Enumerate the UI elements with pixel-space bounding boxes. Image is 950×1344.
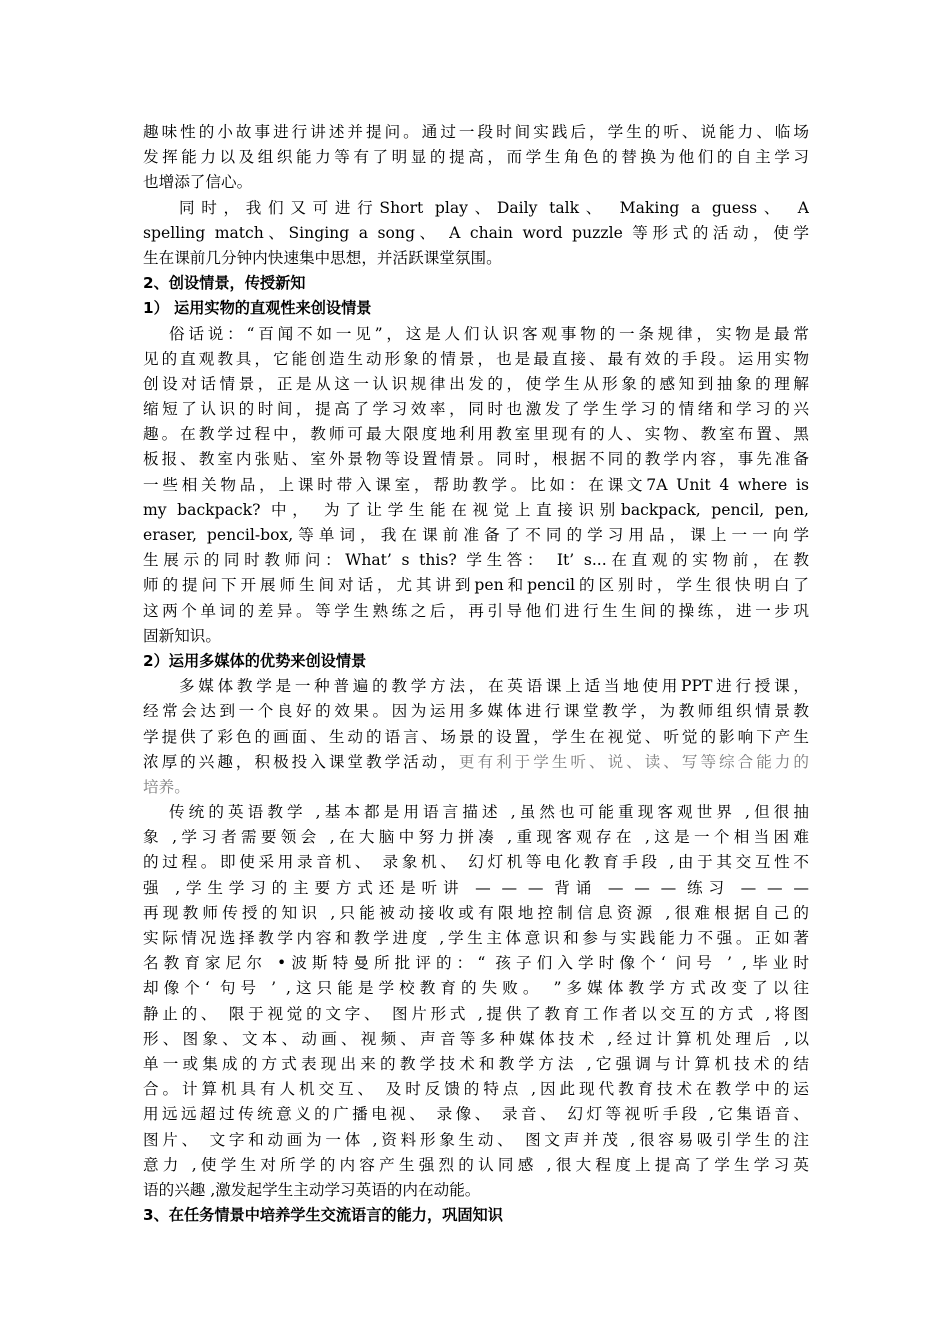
text-line: 多媒体教学是一种普遍的教学方法，在英语课上适当地使用PPT进行授课，	[179, 677, 809, 696]
text-line: 师的提问下开展师生间对话，尤其讲到pen和pencil的区别时，学生很快明白了	[143, 576, 809, 595]
text-line: 板报、教室内张贴、室外景物等设置情景。同时，根据不同的教学内容，事先准备	[143, 450, 809, 469]
text-line: 象 ,学习者需要领会 ,在大脑中努力拼凑 ,重现客观存在 ,这是一个相当困难	[143, 828, 809, 847]
text-line: 实际情况选择教学内容和教学进度 ,学生主体意识和参与实践能力不强。正如著	[143, 929, 809, 947]
text-line: 经常会达到一个良好的效果。因为运用多媒体进行课堂教学，为教师组织情景教	[143, 702, 809, 721]
paragraph-multimedia	[143, 674, 809, 800]
text-span: 浓厚的兴趣，积极投入课堂教学活动，	[143, 752, 459, 771]
text-line: 同时，我们又可进行Short play、Daily talk、 Making a guess、 A	[179, 198, 809, 217]
text-line: 培养。	[143, 777, 190, 796]
text-line: 创设对话情景，正是从这一认识规律出发的，使学生从形象的感知到抽象的理解	[143, 374, 809, 393]
text-line: 传统的英语教学 ,基本都是用语言描述 ,虽然也可能重现客观世界 ,但很抽	[169, 803, 809, 822]
text-line: 也增添了信心。	[143, 173, 253, 192]
text-line: 发挥能力以及组织能力等有了明显的提高，而学生角色的替换为他们的自主学习	[143, 148, 809, 167]
section-heading: 2、创设情景，传授新知	[143, 274, 306, 293]
text-line: 强 ,学生学习的主要方式还是听讲 — — — 背诵 — — — 练习 — — —	[143, 878, 809, 897]
text-line: 图片、 文字和动画为一体 ,资料形象生动、 图文声并茂 ,很容易吸引学生的注	[143, 1130, 809, 1149]
text-line: 这两个单词的差异。等学生熟练之后，再引导他们进行生生间的操练，进一步巩	[143, 601, 809, 620]
text-line: spelling match、Singing a song、 A chain word puzzle 等形式的活动，使学	[143, 223, 809, 242]
text-line: my backpack? 中， 为了让学生能在视觉上直接识别backpack, pencil, pen,	[143, 500, 809, 519]
text-line-mixed	[143, 750, 809, 775]
document-page	[143, 120, 809, 1228]
grey-text-span: 更有利于学生听、说、读、写等综合能力的	[458, 752, 809, 771]
text-line: 的过程。即使采用录音机、 录象机、 幻灯机等电化教育手段 ,由于其交互性不	[143, 853, 809, 872]
text-line: 却像个‘ 句号 ’ ,这只能是学校教育的失败。 ”多媒体教学方式改变了以往	[143, 979, 809, 998]
section-heading: 3、在任务情景中培养学生交流语言的能力，巩固知识	[143, 1206, 503, 1225]
text-line: 俗话说：“百闻不如一见”，这是人们认识客观事物的一条规律，实物是最常	[169, 324, 809, 343]
text-line: 名教育家尼尔 •波斯特曼所批评的：“ 孩子们入学时像个‘ 问号 ’ ,毕业时	[143, 954, 809, 973]
paragraph-intro	[143, 120, 809, 196]
text-line: 再现教师传授的知识 ,只能被动接收或有限地控制信息资源 ,很难根据自己的	[143, 903, 809, 922]
subsection-heading: 2）运用多媒体的优势来创设情景	[143, 651, 367, 670]
text-line: 趣味性的小故事进行讲述并提问。通过一段时间实践后，学生的听、说能力、临场	[143, 123, 809, 141]
text-line: 用远远超过传统意义的广播电视、 录像、 录音、 幻灯等视听手段 ,它集语音、	[143, 1105, 809, 1124]
text-line: 单一或集成的方式表现出来的教学技术和教学方法 ,它强调与计算机技术的结	[143, 1054, 809, 1073]
text-line: 静止的、 限于视觉的文字、 图片形式 ,提供了教育工作者以交互的方式 ,将图	[143, 1004, 809, 1023]
text-line: 语的兴趣 ,激发起学生主动学习英语的内在动能。	[143, 1180, 481, 1199]
paragraph-traditional-teaching	[143, 800, 809, 1203]
text-line: 趣。在教学过程中，教师可最大限度地利用教室里现有的人、实物、教室布置、黑	[143, 425, 809, 444]
text-line: 生展示的同时教师问：What’ s this? 学生答： It’ s...在直观的实物前，在教	[143, 551, 809, 570]
text-line: 合。计算机具有人机交互、 及时反馈的特点 ,因此现代教育技术在教学中的运	[143, 1080, 809, 1099]
paragraph-real-objects	[143, 322, 809, 649]
text-line: 固新知识。	[143, 626, 221, 645]
text-line: 生在课前几分钟内快速集中思想，并活跃课堂氛围。	[143, 248, 502, 267]
text-line: 学提供了彩色的画面、生动的语言、场景的设置，学生在视觉、听觉的影响下产生	[143, 727, 809, 746]
text-line: eraser, pencil-box,等单词，我在课前准备了不同的学习用品，课上一一向学	[143, 526, 809, 544]
text-line: 缩短了认识的时间，提高了学习效率，同时也激发了学生学习的情绪和学习的兴	[143, 400, 809, 419]
text-line: 意力 ,使学生对所学的内容产生强烈的认同感 ,很大程度上提高了学生学习英	[143, 1155, 809, 1174]
text-line: 形、图象、文本、动画、视频、声音等多种媒体技术 ,经过计算机处理后 ,以	[143, 1029, 809, 1048]
text-line: 一些相关物品，上课时带入课室，帮助教学。比如：在课文7A Unit 4 where is	[143, 475, 809, 494]
subsection-heading: 1） 运用实物的直观性来创设情景	[143, 299, 372, 318]
paragraph-activities	[143, 196, 809, 272]
text-line: 见的直观教具，它能创造生动形象的情景，也是最直接、最有效的手段。运用实物	[143, 349, 809, 368]
